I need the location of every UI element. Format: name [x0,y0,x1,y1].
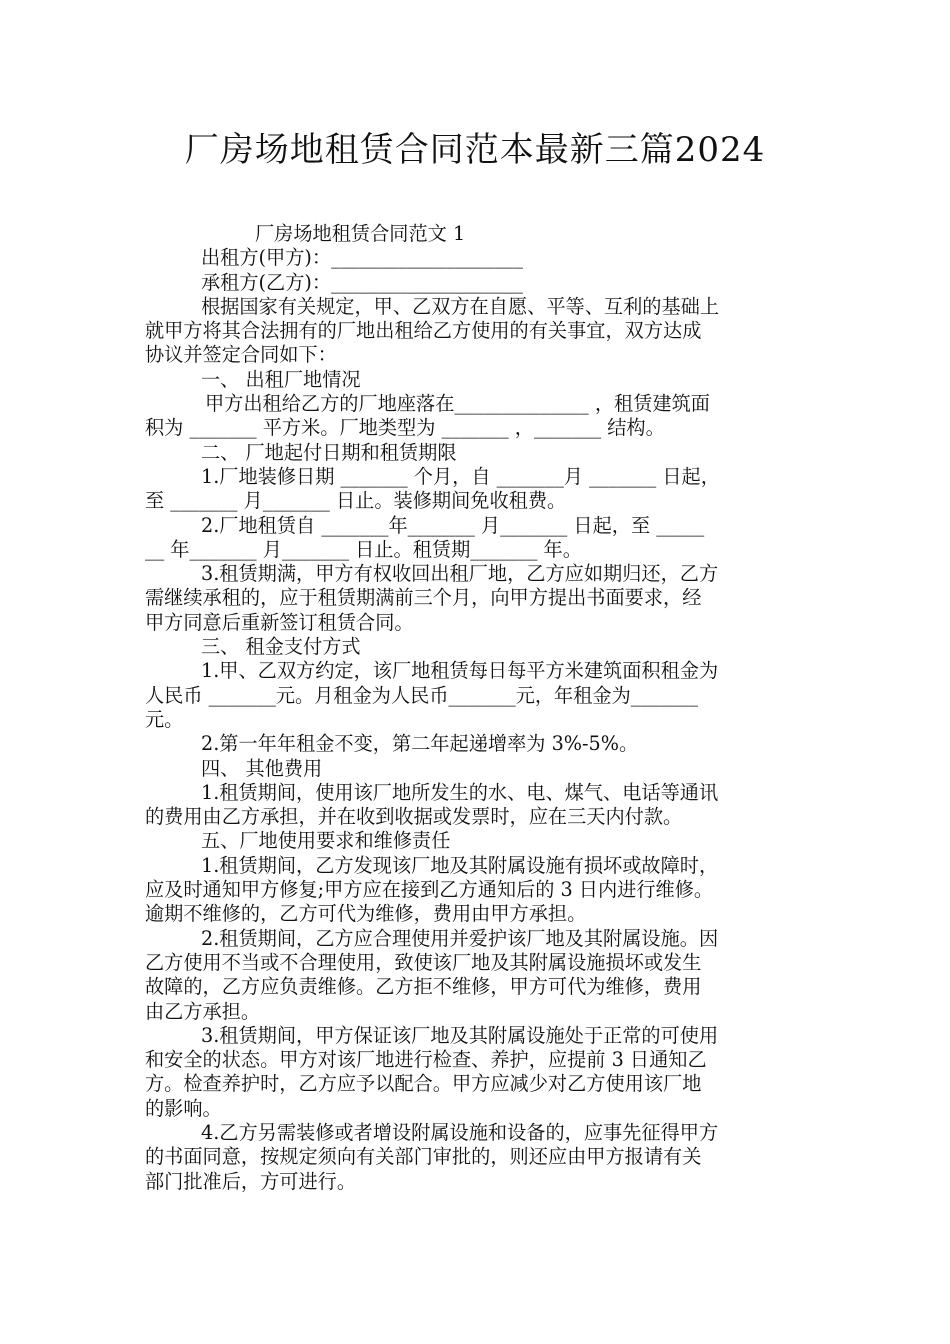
text-line: 1.甲、乙双方约定，该厂地租赁每日每平方米建筑面积租金为 [201,659,719,683]
text-line: 出租方(甲方)：____________________ [201,246,523,270]
document-body [145,222,810,1194]
text-line: 二、 厂地起付日期和租赁期限 [201,440,457,464]
text-line: 4.乙方另需装修或者增设附属设施和设备的，应事先征得甲方 [201,1120,719,1144]
text-line: 一、 出租厂地情况 [201,367,361,391]
text-line: 四、 其他费用 [201,756,323,780]
text-line: 承租方(乙方)：____________________ [201,270,523,294]
text-line: 五、厂地使用要求和维修责任 [201,829,451,853]
text-line: 根据国家有关规定，甲、乙双方在自愿、平等、互利的基础上 [201,294,720,318]
text-line: 协议并签定合同如下： [145,343,337,367]
text-line: 的书面同意，按规定须向有关部门审批的，则还应由甲方报请有关 [145,1145,702,1169]
text-line: 甲方同意后重新签订租赁合同。 [145,610,414,634]
text-line: 3.租赁期满，甲方有权收回出租厂地，乙方应如期归还，乙方 [201,562,719,586]
text-line: 方。检查养护时，乙方应予以配合。甲方应减少对乙方使用该厂地 [145,1072,702,1096]
text-line: 需继续承租的，应于租赁期满前三个月，向甲方提出书面要求，经 [145,586,702,610]
text-line: 元。 [145,707,184,731]
text-line: 甲方出租给乙方的厂地座落在______________ ，租赁建筑面 [205,392,710,416]
text-line: 至 _______ 月_______ 日止。装修期间免收租费。 [145,489,567,513]
text-line: 2.第一年年租金不变，第二年起递增率为 3%-5%。 [201,732,639,756]
text-line: 部门批准后，方可进行。 [145,1169,357,1193]
text-line: __ 年_______ 月_______ 日止。租赁期_______ 年。 [145,537,582,561]
text-line: 的影响。 [145,1096,222,1120]
text-line: 和安全的状态。甲方对该厂地进行检查、养护，应提前 3 日通知乙 [145,1048,707,1072]
text-line: 由乙方承担。 [145,999,261,1023]
text-line: 三、 租金支付方式 [201,635,361,659]
text-line: 就甲方将其合法拥有的厂地出租给乙方使用的有关事宜，双方达成 [145,319,702,343]
text-line: 1.厂地装修日期 _______ 个月，自 _______月 _______ 日起， [201,464,720,488]
text-line: 1.租赁期间，使用该厂地所发生的水、电、煤气、电话等通讯 [201,780,719,804]
text-line: 1.租赁期间，乙方发现该厂地及其附属设施有损坏或故障时， [201,853,719,877]
text-line: 逾期不维修的，乙方可代为维修，费用由甲方承担。 [145,902,587,926]
text-line: 乙方使用不当或不合理使用，致使该厂地及其附属设施损坏或发生 [145,950,702,974]
document-title: 厂房场地租赁合同范本最新三篇2024 [184,130,766,170]
text-line: 3.租赁期间，甲方保证该厂地及其附属设施处于正常的可使用 [201,1023,719,1047]
text-line: 积为 _______ 平方米。厂地类型为 _______ ，_______ 结构。 [145,416,665,440]
text-line: 的费用由乙方承担，并在收到收据或发票时，应在三天内付款。 [145,805,683,829]
text-line: 2.租赁期间，乙方应合理使用并爱护该厂地及其附属设施。因 [201,926,719,950]
text-line: 人民币 _______元。月租金为人民币_______元，年租金为_______ [145,683,698,707]
text-line: 2.厂地租赁自 _______年_______ 月_______ 日起，至 _____ [201,513,705,537]
text-line: 应及时通知甲方修复;甲方应在接到乙方通知后的 3 日内进行维修。 [145,878,714,902]
text-line: 厂房场地租赁合同范文 1 [255,222,466,245]
text-line: 故障的，乙方应负责维修。乙方拒不维修，甲方可代为维修，费用 [145,975,702,999]
